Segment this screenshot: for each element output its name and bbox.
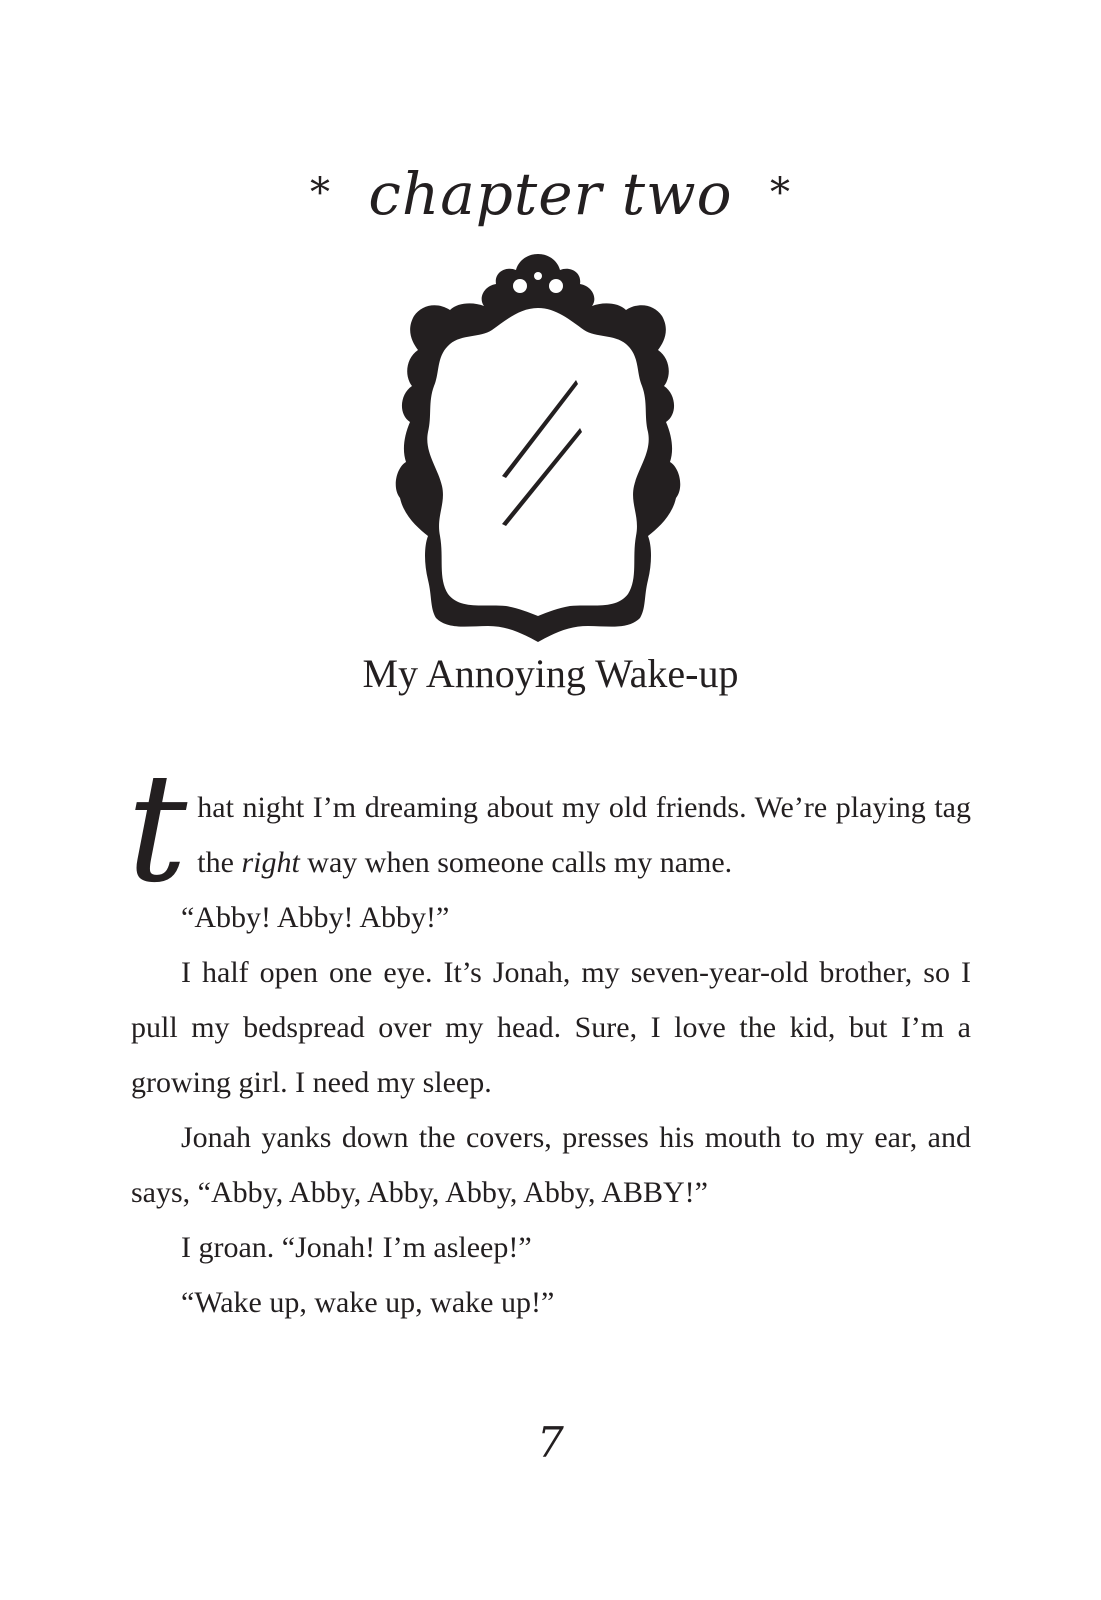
asterisk-left-icon: *: [309, 169, 331, 216]
page-number: 7: [537, 1418, 564, 1467]
chapter-label: chapter two: [368, 160, 733, 228]
drop-cap: t: [127, 742, 188, 916]
body-text: [127, 742, 971, 1330]
crest-ornament: [534, 272, 542, 280]
crest-ornament: [513, 279, 527, 293]
emphasis-text: right: [241, 846, 300, 879]
paragraph: I half open one eye. It’s Jonah, my seven-year-old brother, so I pull my bedspread over my head. Sure, I love the kid, but I’m a growing girl. I need my sleep.: [131, 956, 971, 1099]
chapter-heading: [0, 160, 1101, 228]
ornate-mirror-icon: [388, 246, 688, 646]
mirror-glass: [427, 308, 648, 616]
crest-ornament: [549, 279, 563, 293]
paragraph-text: hat night I’m dreaming about my old friends. We’re playing tag the: [197, 791, 971, 879]
paragraph: “Wake up, wake up, wake up!”: [181, 1286, 555, 1319]
paragraph: Jonah yanks down the covers, presses his mouth to my ear, and says, “Abby, Abby, Abby, Abby, Abby, ABBY!”: [131, 1121, 971, 1209]
paragraph: “Abby! Abby! Abby!”: [181, 901, 450, 934]
paragraph: [131, 780, 971, 890]
asterisk-right-icon: *: [770, 169, 792, 216]
chapter-title: My Annoying Wake-up: [362, 651, 739, 696]
paragraph: I groan. “Jonah! I’m asleep!”: [181, 1231, 532, 1264]
paragraph-text: way when someone calls my name.: [299, 846, 733, 879]
